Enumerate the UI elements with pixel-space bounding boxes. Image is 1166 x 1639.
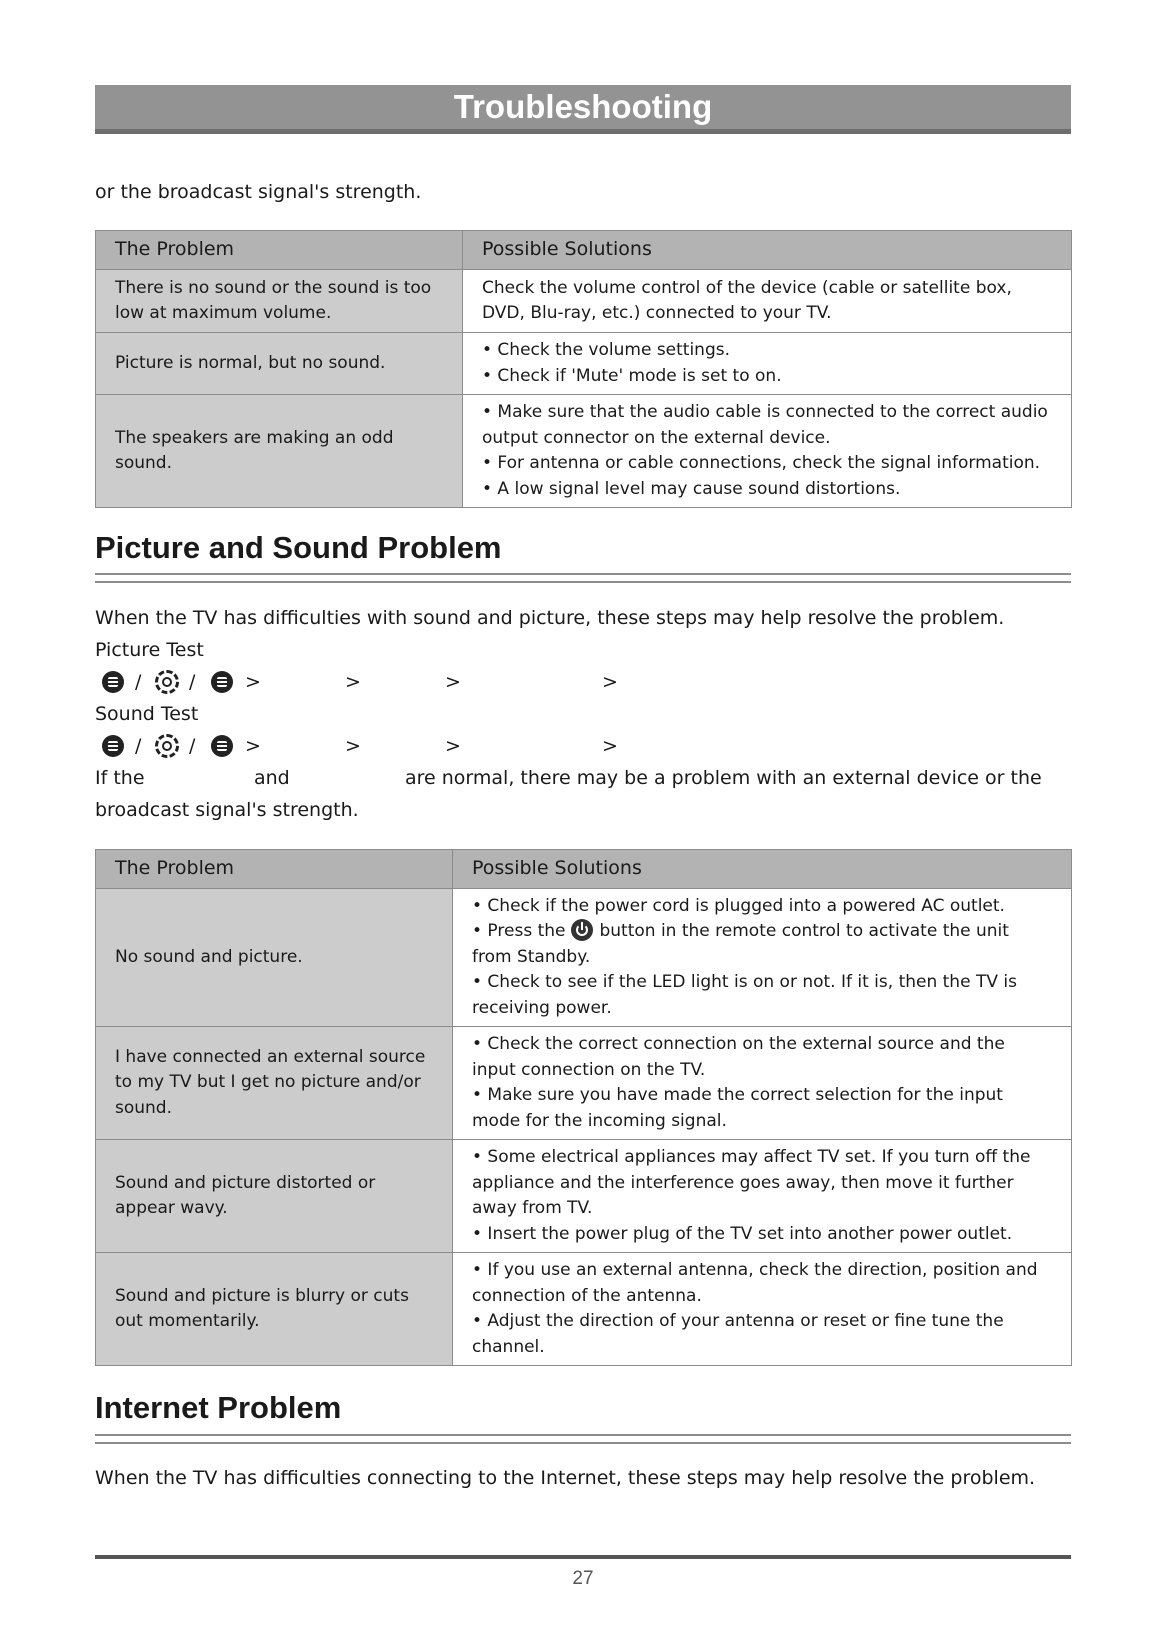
menu-icon	[211, 671, 233, 693]
solution-line: • Check the volume settings.	[482, 340, 731, 360]
press-the-text: • Press the	[472, 921, 566, 942]
path-separator: /	[189, 671, 196, 693]
path-separator: /	[135, 671, 142, 693]
if-normal-sentence	[95, 762, 1071, 794]
press-rest-text: button in the remote control to activate the unit from Standby.	[472, 921, 1009, 967]
table-header-row	[96, 231, 1072, 270]
menu-icon	[102, 735, 124, 757]
solution-line: • For antenna or cable connections, check the signal information.	[482, 453, 1041, 473]
page-title-banner: Troubleshooting	[95, 85, 1071, 134]
path-arrow: >	[345, 671, 361, 693]
path-arrow: >	[245, 735, 261, 757]
intro-continuation: or the broadcast signal's strength.	[95, 181, 422, 203]
path-arrow: >	[245, 671, 261, 693]
gear-icon	[155, 734, 179, 758]
solution-line: • Check the correct connection on the external source and the input connection on the TV.	[472, 1034, 1005, 1080]
solution-line: • A low signal level may cause sound distortions.	[482, 478, 901, 499]
section-heading-picture-sound: Picture and Sound Problem	[95, 530, 502, 565]
gear-icon	[155, 670, 179, 694]
picture-test-label: Picture Test	[95, 639, 204, 661]
sound-problem-table	[95, 230, 1072, 508]
if-the-text: If the	[95, 767, 145, 789]
table-row	[96, 1027, 1072, 1140]
solution-line: • Check if 'Mute' mode is set to on.	[482, 365, 782, 386]
and-text: and	[254, 767, 290, 789]
problem-cell: There is no sound or the sound is too low at maximum volume.	[96, 270, 463, 333]
section-heading-internet: Internet Problem	[95, 1390, 342, 1425]
path-arrow: >	[445, 671, 461, 693]
problem-cell: Sound and picture distorted or appear wavy.	[96, 1140, 453, 1253]
solution-line: • Insert the power plug of the TV set into another power outlet.	[472, 1223, 1013, 1244]
table-row	[96, 1140, 1072, 1253]
problem-cell: Sound and picture is blurry or cuts out momentarily.	[96, 1253, 453, 1366]
solution-cell	[453, 1027, 1072, 1140]
path-arrow: >	[345, 735, 361, 757]
solution-cell	[463, 395, 1072, 508]
page-number: 27	[572, 1568, 594, 1589]
header-problem: The Problem	[96, 231, 463, 270]
header-solutions: Possible Solutions	[453, 850, 1072, 889]
solution-line: • Make sure that the audio cable is connected to the correct audio output connector on the external device.	[482, 402, 1048, 448]
solution-line: • Check to see if the LED light is on or not. If it is, then the TV is receiving power.	[472, 972, 1017, 1018]
solution-line: • Make sure you have made the correct selection for the input mode for the incoming signal.	[472, 1085, 1003, 1131]
broadcast-strength-text: broadcast signal's strength.	[95, 799, 359, 821]
header-solutions: Possible Solutions	[463, 231, 1072, 270]
path-arrow: >	[602, 671, 618, 693]
table-row	[96, 1253, 1072, 1366]
problem-cell: I have connected an external source to my TV but I get no picture and/or sound.	[96, 1027, 453, 1140]
path-arrow: >	[602, 735, 618, 757]
footer-divider	[95, 1555, 1071, 1559]
table-header-row	[96, 850, 1072, 889]
table-row	[96, 270, 1072, 333]
table-row	[96, 889, 1072, 1027]
menu-icon	[211, 735, 233, 757]
power-icon	[571, 919, 593, 941]
section-divider	[95, 1434, 1071, 1444]
section-intro: When the TV has difficulties with sound and picture, these steps may help resolve the problem.	[95, 607, 1005, 629]
are-normal-text: are normal, there may be a problem with an external device or the	[405, 767, 1042, 789]
solution-cell	[453, 1253, 1072, 1366]
solution-line: Check the volume control of the device (cable or satellite box, DVD, Blu-ray, etc.) connected to your TV.	[482, 277, 1012, 323]
path-arrow: >	[445, 735, 461, 757]
problem-cell: Picture is normal, but no sound.	[96, 333, 463, 395]
solution-line: • If you use an external antenna, check the direction, position and connection of the antenna.	[472, 1260, 1038, 1306]
path-separator: /	[135, 735, 142, 757]
table-row	[96, 395, 1072, 508]
solution-line: • Adjust the direction of your antenna or reset or fine tune the channel.	[472, 1311, 1004, 1357]
sound-test-menu-path	[95, 730, 695, 762]
menu-icon	[102, 671, 124, 693]
solution-line-power	[472, 919, 1052, 970]
solution-cell	[463, 270, 1072, 333]
problem-cell: The speakers are making an odd sound.	[96, 395, 463, 508]
path-separator: /	[189, 735, 196, 757]
section-divider	[95, 573, 1071, 583]
solution-line: • Check if the power cord is plugged into a powered AC outlet.	[472, 895, 1005, 916]
solution-line: • Some electrical appliances may affect TV set. If you turn off the appliance and the interference goes away, then move it further away from TV.	[472, 1147, 1031, 1218]
picture-sound-problem-table	[95, 849, 1072, 1366]
internet-intro: When the TV has difficulties connecting to the Internet, these steps may help resolve the problem.	[95, 1467, 1036, 1489]
solution-cell	[453, 889, 1072, 1027]
solution-cell	[463, 333, 1072, 395]
problem-cell: No sound and picture.	[96, 889, 453, 1027]
solution-cell	[453, 1140, 1072, 1253]
table-row	[96, 333, 1072, 395]
picture-test-menu-path	[95, 666, 695, 698]
sound-test-label: Sound Test	[95, 703, 199, 725]
header-problem: The Problem	[96, 850, 453, 889]
